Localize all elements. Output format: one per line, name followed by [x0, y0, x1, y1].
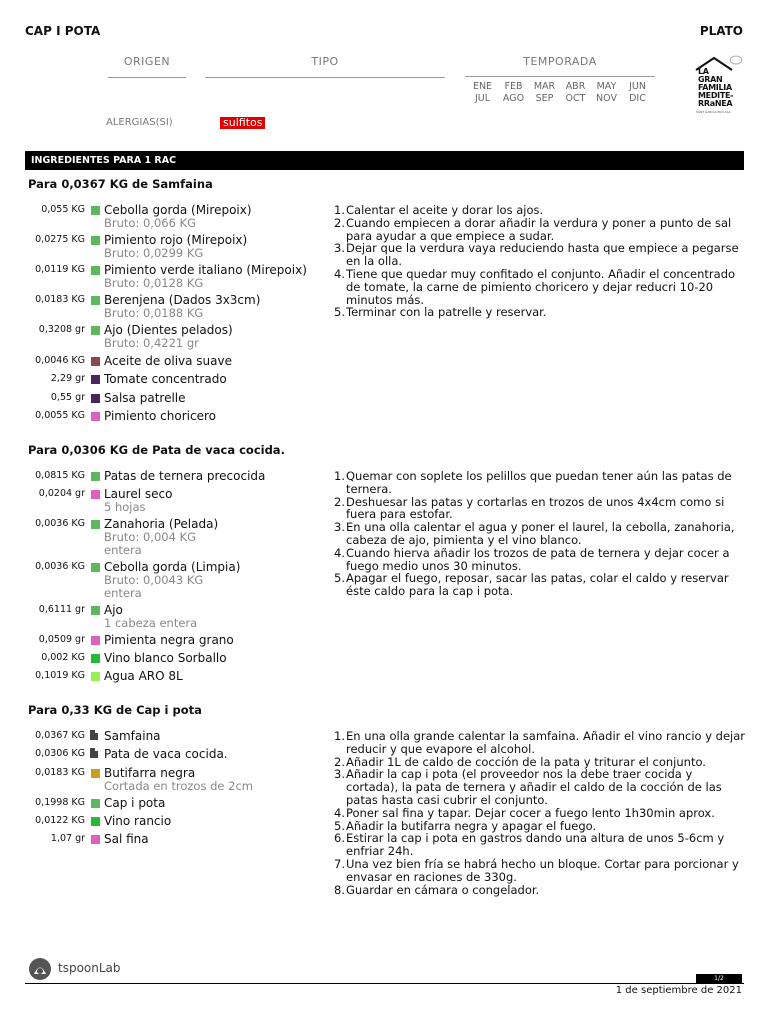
step-number: 2. [334, 754, 345, 769]
ingredient-quantity: 1,07 gr [50, 833, 85, 844]
origen-line [108, 77, 186, 78]
step-text: Tiene que quedar muy confitado el conjunto. Añadir el concentrado de tomate, la carne de pimiento choricero y dejar reducri 10-20 minutos más. [346, 266, 736, 307]
step-text: Guardar en cámara o congelador. [346, 882, 540, 897]
step-number: 5. [334, 305, 345, 320]
ingredient-name: Ajo [104, 603, 123, 617]
page-title: CAP I POTA [25, 24, 101, 38]
ingredient-color-marker [91, 799, 100, 808]
ingredient-color-marker [91, 375, 100, 384]
step-number: 1. [334, 729, 345, 743]
step-text: Quemar con soplete los pelillos que puedan tener aún las patas de ternera. [346, 469, 732, 496]
recipe-step [334, 242, 746, 268]
step-number: 4. [334, 545, 345, 560]
step-text: Apagar el fuego, reposar, sacar las patas, colar el caldo y reservar éste caldo para la cap i pota. [346, 571, 729, 599]
ingredient-quantity: 0,0183 KG [35, 294, 85, 305]
ingredient-quantity: 0,3208 gr [38, 324, 85, 335]
ingredient-name: Tomate concentrado [104, 372, 227, 386]
dish-type-label: PLATO [699, 24, 743, 38]
ingredient-name: Pimienta negra grano [104, 633, 234, 647]
ingredient-color-marker [91, 326, 100, 335]
month-jun: JUN [629, 81, 646, 92]
ingredient-detail: Bruto: 0,0043 KG [104, 573, 204, 587]
subrecipe-document-icon [90, 748, 98, 758]
ingredient-detail: entera [104, 586, 142, 600]
ingredient-detail: Bruto: 0,4221 gr [104, 336, 199, 350]
recipe-step [334, 217, 746, 243]
step-text: Deshuesar las patas y cortarlas en trozos de unos 4x4cm como si fuera para estofar. [346, 494, 725, 522]
tipo-line [205, 77, 445, 78]
step-number: 1. [334, 469, 345, 483]
month-jul: JUL [474, 93, 491, 104]
recipe-step [334, 832, 746, 858]
step-text: Estirar la cap i pota en gastros dando una altura de unos 5-6cm y enfriar 24h. [346, 831, 725, 859]
brand-name: tspoonLab [58, 961, 121, 975]
ingredient-quantity: 0,0183 KG [35, 767, 85, 778]
step-text: En una olla calentar el agua y poner el laurel, la cebolla, zanahoria, cabeza de ajo, pimienta y el vino blanco. [346, 520, 735, 547]
step-text: Añadir 1L de caldo de cocción de la pata y triturar el conjunto. [346, 754, 706, 769]
ingredient-color-marker [91, 206, 100, 215]
tipo-label: TIPO [311, 55, 339, 68]
recipe-step [334, 268, 746, 306]
recipe-step [334, 306, 746, 319]
step-number: 2. [334, 494, 345, 509]
step-number: 1. [334, 203, 345, 217]
step-number: 6. [334, 831, 345, 846]
ingredient-quantity: 0,6111 gr [38, 604, 85, 615]
ingredient-detail: Cortada en trozos de 2cm [104, 779, 253, 793]
recipe-step [334, 496, 746, 522]
ingredient-color-marker [91, 472, 100, 481]
alergias-label: ALERGIAS(SI) [106, 117, 173, 128]
month-feb: FEB [504, 81, 523, 92]
step-number: 3. [334, 767, 345, 782]
logo-caption: SANT GARCIA EN CASA [696, 110, 731, 114]
logo-wordmark: LA GRAN FAMILIA MEDITE- RRaNEA [698, 67, 734, 108]
ingredient-quantity: 0,1998 KG [35, 797, 85, 808]
ingredient-color-marker [91, 266, 100, 275]
ingredient-color-marker [91, 835, 100, 844]
ingredient-quantity: 0,002 KG [41, 652, 85, 663]
ingredient-color-marker [91, 769, 100, 778]
subrecipe-document-icon [90, 730, 98, 740]
step-text: Cuando hierva añadir los trozos de pata de ternera y dejar cocer a fuego medio unos 30 minutos. [346, 545, 730, 573]
step-text: Terminar con la patrelle y reservar. [346, 305, 547, 320]
recipe-steps [334, 470, 746, 598]
ingredient-color-marker [91, 412, 100, 421]
recipe-step [334, 858, 746, 884]
page-number: 1/2 [696, 974, 742, 983]
footer-date: 1 de septiembre de 2021 [615, 985, 742, 996]
origen-label: ORIGEN [123, 55, 171, 68]
footer-divider [25, 983, 744, 984]
ingredient-detail: Bruto: 0,066 KG [104, 216, 197, 230]
month-mar: MAR [533, 81, 556, 92]
step-number: 4. [334, 266, 345, 281]
ingredient-quantity: 0,0306 KG [35, 748, 85, 759]
ingredient-quantity: 0,0036 KG [35, 561, 85, 572]
month-may: MAY [596, 81, 617, 92]
month-dic: DIC [629, 93, 646, 104]
ingredient-quantity: 0,0122 KG [35, 815, 85, 826]
ingredient-color-marker [91, 296, 100, 305]
brand-logo [694, 54, 744, 116]
temporada-label: TEMPORADA [523, 55, 597, 68]
recipe-steps [334, 730, 746, 896]
step-text: Una vez bien fría se habrá hecho un bloque. Cortar para porcionar y envasar en raciones de 330g. [346, 856, 739, 884]
ingredient-quantity: 0,0055 KG [35, 410, 85, 421]
recipe-title: Para 0,33 KG de Cap i pota [28, 703, 202, 717]
recipe-step [334, 807, 746, 820]
recipe-step [334, 730, 746, 756]
ingredient-detail: entera [104, 543, 142, 557]
ingredient-color-marker [91, 394, 100, 403]
ingredient-color-marker [91, 654, 100, 663]
recipe-step [334, 768, 746, 806]
ingredient-detail: Bruto: 0,0188 KG [104, 306, 204, 320]
ingredient-quantity: 0,055 KG [41, 204, 85, 215]
ingredient-quantity: 0,0509 gr [38, 634, 85, 645]
step-text: Dejar que la verdura vaya reduciendo hasta que empiece a pegarse en la olla. [346, 241, 739, 269]
step-number: 2. [334, 215, 345, 230]
step-number: 5. [334, 571, 345, 586]
recipe-step [334, 470, 746, 496]
ingredient-name: Samfaina [104, 729, 161, 743]
ingredient-name: Cebolla gorda (Mirepoix) [104, 203, 252, 217]
ingredient-name: Cebolla gorda (Limpia) [104, 560, 241, 574]
ingredient-color-marker [91, 817, 100, 826]
recipe-step [334, 884, 746, 897]
ingredient-quantity: 0,0046 KG [35, 355, 85, 366]
months-row-2 [467, 93, 653, 104]
ingredient-quantity: 0,0275 KG [35, 234, 85, 245]
ingredient-name: Pata de vaca cocida. [104, 747, 228, 761]
ingredient-detail: 1 cabeza entera [104, 616, 198, 630]
ingredient-name: Vino blanco Sorballo [104, 651, 227, 665]
ingredient-color-marker [91, 563, 100, 572]
recipe-step [334, 572, 746, 598]
step-number: 4. [334, 805, 345, 820]
ingredient-name: Butifarra negra [104, 766, 196, 780]
ingredient-quantity: 0,0119 KG [35, 264, 85, 275]
ingredient-name: Pimiento choricero [104, 409, 216, 423]
ingredient-name: Ajo (Dientes pelados) [104, 323, 233, 337]
step-text: En una olla grande calentar la samfaina. Añadir el vino rancio y dejar reducir y que evapore el alcohol. [346, 729, 746, 756]
step-number: 8. [334, 882, 345, 897]
ingredient-name: Laurel seco [104, 487, 173, 501]
recipe-step [334, 547, 746, 573]
tspoonlab-logo-icon [28, 957, 52, 981]
step-text: Cuando empiecen a dorar añadir la verdura y poner a punto de sal para ayudar a que empiece a sudar. [346, 215, 732, 243]
section-header: INGREDIENTES PARA 1 RAC [25, 151, 744, 170]
recipe-title: Para 0,0367 KG de Samfaina [28, 177, 213, 191]
step-number: 7. [334, 856, 345, 871]
ingredient-quantity: 0,0367 KG [35, 730, 85, 741]
ingredient-name: Pimiento rojo (Mirepoix) [104, 233, 248, 247]
ingredient-detail: Bruto: 0,0299 KG [104, 246, 204, 260]
ingredient-quantity: 0,0204 gr [38, 488, 85, 499]
month-sep: SEP [535, 93, 554, 104]
month-ago: AGO [502, 93, 525, 104]
ingredient-name: Vino rancio [104, 814, 172, 828]
temporada-line [465, 76, 655, 77]
recipe-step [334, 204, 746, 217]
step-number: 3. [334, 241, 345, 256]
step-text: Añadir la cap i pota (el proveedor nos la debe traer cocida y cortada), la pata de ternera y añadir el caldo de la cocción de las patas hasta casi cubrir el conjunto. [346, 767, 722, 807]
ingredient-name: Patas de ternera precocida [104, 469, 266, 483]
months-row-1 [467, 81, 653, 92]
ingredient-name: Cap i pota [104, 796, 166, 810]
ingredient-name: Zanahoria (Pelada) [104, 517, 219, 531]
ingredient-color-marker [91, 520, 100, 529]
ingredient-color-marker [91, 236, 100, 245]
ingredient-detail: Bruto: 0,0128 KG [104, 276, 204, 290]
recipe-title: Para 0,0306 KG de Pata de vaca cocida. [28, 443, 285, 457]
ingredient-name: Salsa patrelle [104, 391, 186, 405]
step-text: Calentar el aceite y dorar los ajos. [346, 203, 544, 217]
month-abr: ABR [565, 81, 586, 92]
allergen-tag: sulfitos [220, 117, 265, 129]
month-oct: OCT [565, 93, 586, 104]
month-nov: NOV [596, 93, 617, 104]
ingredient-quantity: 0,0036 KG [35, 518, 85, 529]
ingredient-color-marker [91, 636, 100, 645]
step-text: Añadir la butifarra negra y apagar el fuego. [346, 818, 597, 833]
month-ene: ENE [472, 81, 493, 92]
ingredient-name: Sal fina [104, 832, 149, 846]
recipe-steps [334, 204, 746, 319]
ingredient-name: Aceite de oliva suave [104, 354, 233, 368]
step-text: Poner sal fina y tapar. Dejar cocer a fuego lento 1h30min aprox. [346, 805, 715, 820]
ingredient-quantity: 0,1019 KG [35, 670, 85, 681]
ingredient-name: Pimiento verde italiano (Mirepoix) [104, 263, 307, 277]
ingredient-detail: 5 hojas [104, 500, 146, 514]
ingredient-color-marker [91, 606, 100, 615]
ingredient-detail: Bruto: 0,004 KG [104, 530, 197, 544]
ingredient-quantity: 2,29 gr [50, 373, 85, 384]
ingredient-name: Berenjena (Dados 3x3cm) [104, 293, 261, 307]
step-number: 5. [334, 818, 345, 833]
ingredient-color-marker [91, 490, 100, 499]
ingredient-color-marker [91, 357, 100, 366]
ingredient-name: Agua ARO 8L [104, 669, 183, 683]
recipe-step [334, 521, 746, 547]
ingredient-quantity: 0,0815 KG [35, 470, 85, 481]
ingredient-quantity: 0,55 gr [50, 392, 85, 403]
step-number: 3. [334, 520, 345, 535]
ingredient-color-marker [91, 672, 100, 681]
